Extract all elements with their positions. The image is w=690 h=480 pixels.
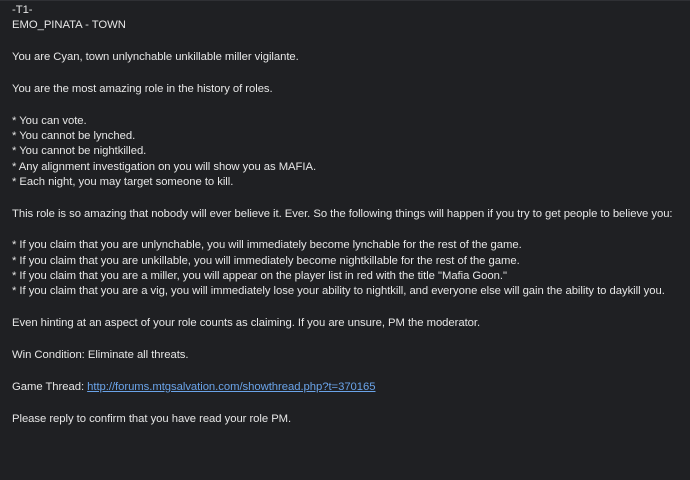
role-intro: You are Cyan, town unlynchable unkillable miller vigilante.	[12, 51, 299, 64]
ability-list	[12, 114, 690, 190]
header-role: EMO_PINATA - TOWN	[12, 19, 126, 32]
win-condition: Win Condition: Eliminate all threats.	[12, 348, 189, 361]
paragraph-gap	[12, 331, 690, 348]
warning-intro: This role is so amazing that nobody will ever believe it. Ever. So the following things will happen if you try to get people to believe you:	[12, 207, 673, 220]
hinting-note: Even hinting at an aspect of your role counts as claiming. If you are unsure, PM the moderator.	[12, 317, 481, 330]
closing-request: Please reply to confirm that you have read your role PM.	[12, 412, 292, 425]
paragraph-gap	[12, 222, 690, 239]
game-thread-link[interactable]: http://forums.mtgsalvation.com/showthread.php?t=370165	[87, 380, 376, 393]
paragraph-gap	[12, 395, 690, 412]
paragraph-gap	[12, 190, 690, 207]
ability-item: * You cannot be lynched.	[12, 129, 136, 142]
consequence-list	[12, 238, 690, 299]
header-tag: -T1-	[12, 4, 33, 16]
paragraph-gap	[12, 65, 690, 82]
consequence-item: * If you claim that you are a vig, you will immediately lose your ability to nightkill, and everyone else will gain the ability to daykill you.	[12, 285, 665, 298]
game-thread-label: Game Thread:	[12, 380, 88, 393]
ability-item: * Any alignment investigation on you will show you as MAFIA.	[12, 160, 317, 173]
role-tagline: You are the most amazing role in the history of roles.	[12, 82, 273, 95]
consequence-item: * If you claim that you are a miller, you will appear on the player list in red with the title "Mafia Goon."	[12, 270, 507, 283]
paragraph-gap	[12, 97, 690, 114]
consequence-item: * If you claim that you are unlynchable, you will immediately become lynchable for the rest of the game.	[12, 239, 522, 252]
consequence-item: * If you claim that you are unkillable, you will immediately become nightkillable for the rest of the game.	[12, 254, 520, 267]
paragraph-gap	[12, 34, 690, 51]
ability-item: * Each night, you may target someone to kill.	[12, 175, 234, 188]
ability-item: * You can vote.	[12, 114, 87, 127]
paragraph-gap	[12, 300, 690, 317]
paragraph-gap	[12, 363, 690, 380]
ability-item: * You cannot be nightkilled.	[12, 145, 147, 158]
game-thread-line	[12, 380, 690, 395]
